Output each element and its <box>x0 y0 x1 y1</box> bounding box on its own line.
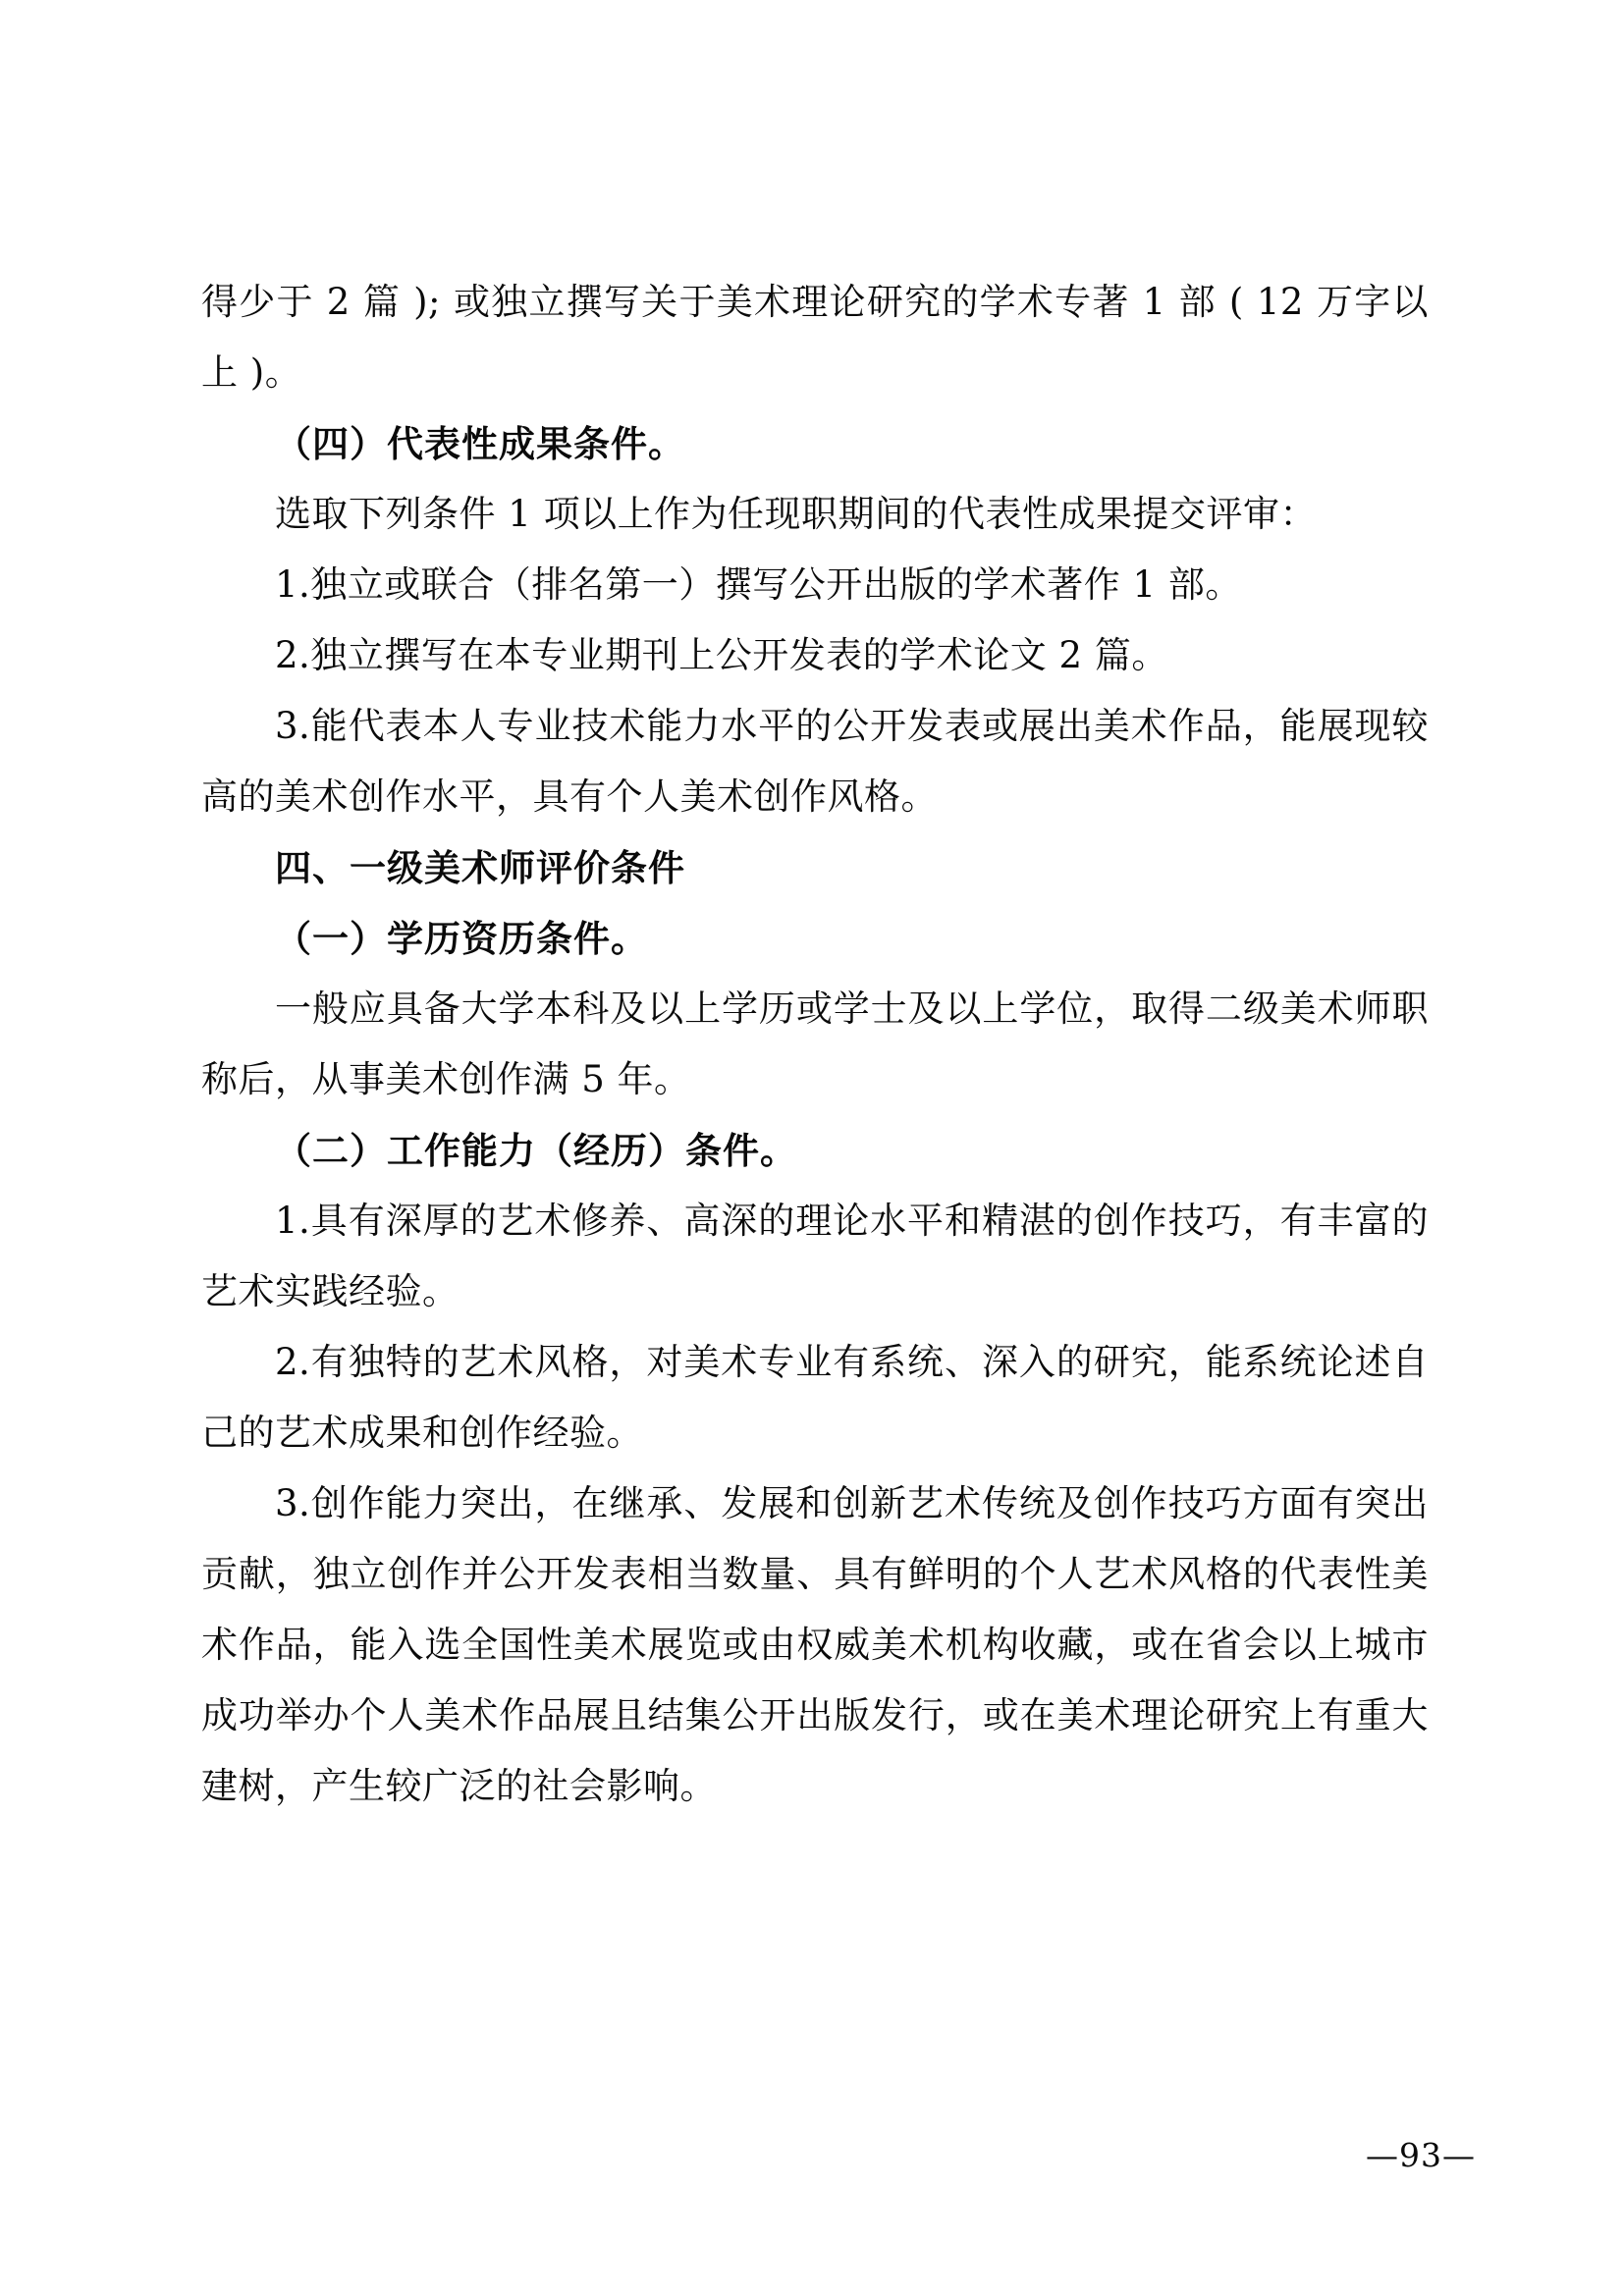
subsection-heading-work-ability: （二）工作能力（经历）条件。 <box>275 1129 797 1172</box>
page-number: —93— <box>1366 2136 1476 2174</box>
section-heading-level-one-artist: 四、一级美术师评价条件 <box>275 846 685 889</box>
section-heading-representative-results: （四）代表性成果条件。 <box>275 422 685 465</box>
paragraph-education-requirement: 一般应具备大学本科及以上学历或学士及以上学位，取得二级美术师职称后，从事美术创作满 5 年。 <box>201 988 1429 1100</box>
list-item-2: 2.独立撰写在本专业期刊上公开发表的学术论文 2 篇。 <box>275 634 1168 676</box>
list-item-1: 1.独立或联合（排名第一）撰写公开出版的学术著作 1 部。 <box>275 563 1242 606</box>
document-body <box>201 267 1429 1822</box>
work-ability-item-2: 2.有独特的艺术风格，对美术专业有系统、深入的研究，能系统论述自己的艺术成果和创作经验。 <box>201 1341 1429 1454</box>
paragraph-selection-instruction: 选取下列条件 1 项以上作为任现职期间的代表性成果提交评审： <box>275 493 1318 535</box>
work-ability-item-3: 3.创作能力突出，在继承、发展和创新艺术传统及创作技巧方面有突出贡献，独立创作并公开发表相当数量、具有鲜明的个人艺术风格的代表性美术作品，能入选全国性美术展览或由权威美术机构收藏，或在省会以上城市成功举办个人美术作品展且结集公开出版发行，或在美术理论研究上有重大建树，产生较广泛的社会影响。 <box>201 1482 1429 1807</box>
work-ability-item-1: 1.具有深厚的艺术修养、高深的理论水平和精湛的创作技巧，有丰富的艺术实践经验。 <box>201 1200 1429 1312</box>
subsection-heading-education-qualification: （一）学历资历条件。 <box>275 917 648 960</box>
list-item-3: 3.能代表本人专业技术能力水平的公开发表或展出美术作品，能展现较高的美术创作水平，具有个人美术创作风格。 <box>201 705 1429 818</box>
paragraph-continuation: 得少于 2 篇 ); 或独立撰写关于美术理论研究的学术专著 1 部 ( 12 万字以上 )。 <box>201 281 1429 394</box>
